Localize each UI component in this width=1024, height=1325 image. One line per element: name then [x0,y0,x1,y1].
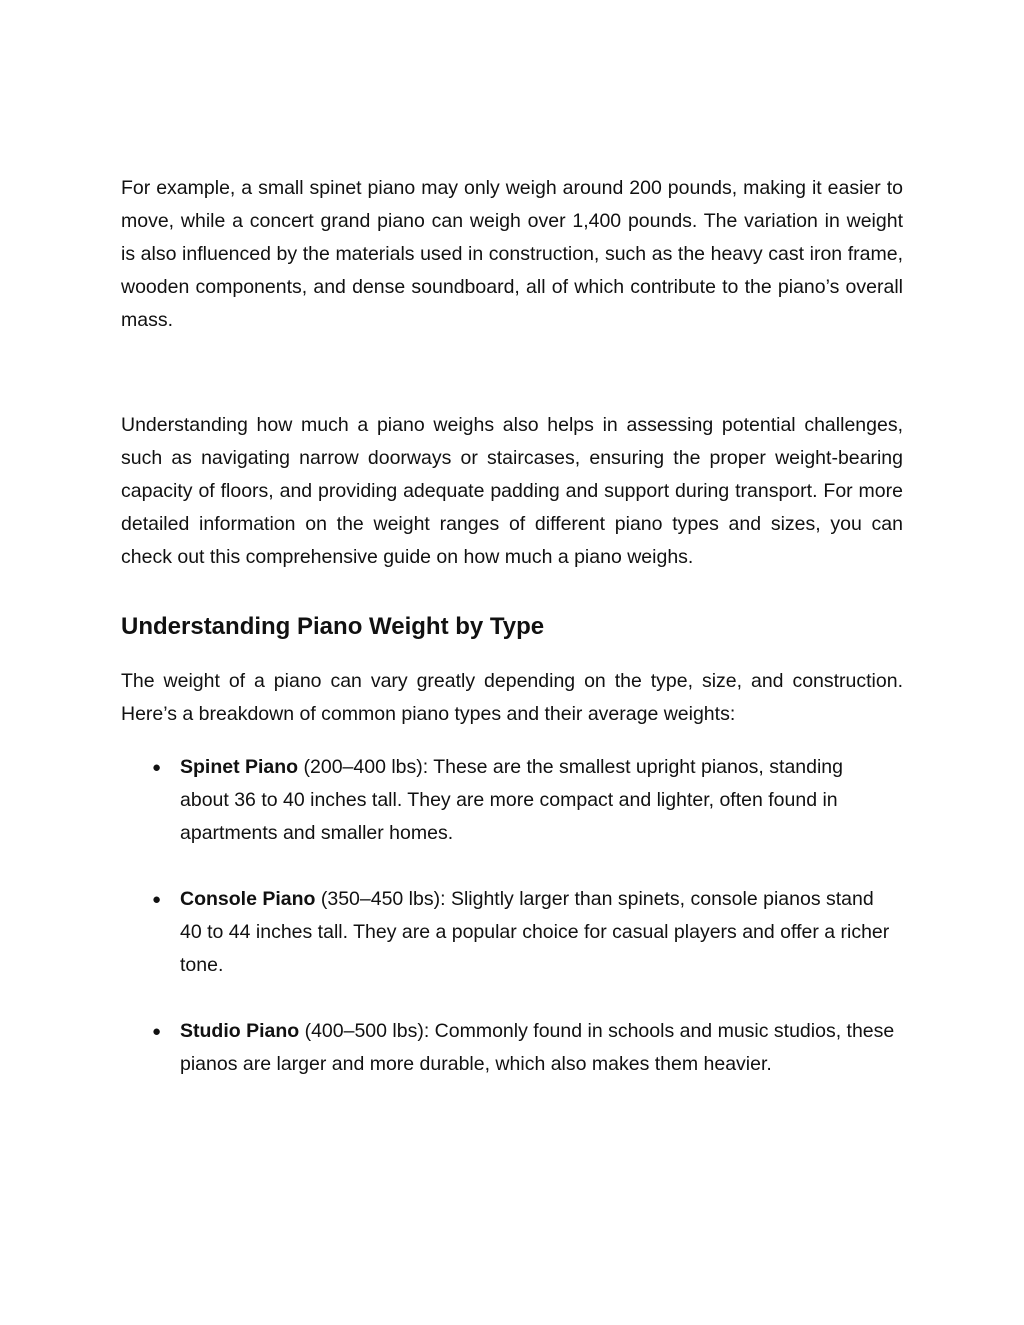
item-term: Spinet Piano [180,756,299,778]
section-intro: The weight of a piano can vary greatly depending on the type, size, and construction. Here’s a breakdown of common piano types and their average weights: [121,670,903,725]
bullet-icon: ● [152,891,162,908]
list-item-console [121,883,903,982]
item-description: (400–500 lbs): Commonly found in schools and music studios, these pianos are larger and more durable, which also makes them heavier. [180,1020,895,1075]
document-page [121,172,903,1081]
bullet-icon: ● [152,1023,162,1040]
list-item-studio [121,1015,903,1081]
piano-type-list [121,751,903,1081]
section-heading: Understanding Piano Weight by Type [121,613,545,640]
item-description: (200–400 lbs): These are the smallest upright pianos, standing about 36 to 40 inches tall. They are more compact and lighter, often found in apartments and smaller homes. [180,756,843,844]
paragraph-spinet-vs-grand: For example, a small spinet piano may only weigh around 200 pounds, making it easier to move, while a concert grand piano can weigh over 1,400 pounds. The variation in weight is also influenced by the materials used in construction, such as the heavy cast iron frame, wooden components, and dense soundboard, all of which contribute to the piano’s overall mass. [121,177,903,331]
item-term: Studio Piano [180,1020,300,1042]
item-term: Console Piano [180,888,316,910]
paragraph-moving-challenges: Understanding how much a piano weighs also helps in assessing potential challenges, such as navigating narrow doorways or staircases, ensuring the proper weight-bearing capacity of floors, and providing adequate padding and support during transport. For more detailed information on the weight ranges of different piano types and sizes, you can check out this comprehensive guide on how much a piano weighs. [121,414,903,568]
item-description: (350–450 lbs): Slightly larger than spinets, console pianos stand 40 to 44 inches tall. They are a popular choice for casual players and offer a richer tone. [180,888,890,976]
list-item-spinet [121,751,903,850]
bullet-icon: ● [152,759,162,776]
